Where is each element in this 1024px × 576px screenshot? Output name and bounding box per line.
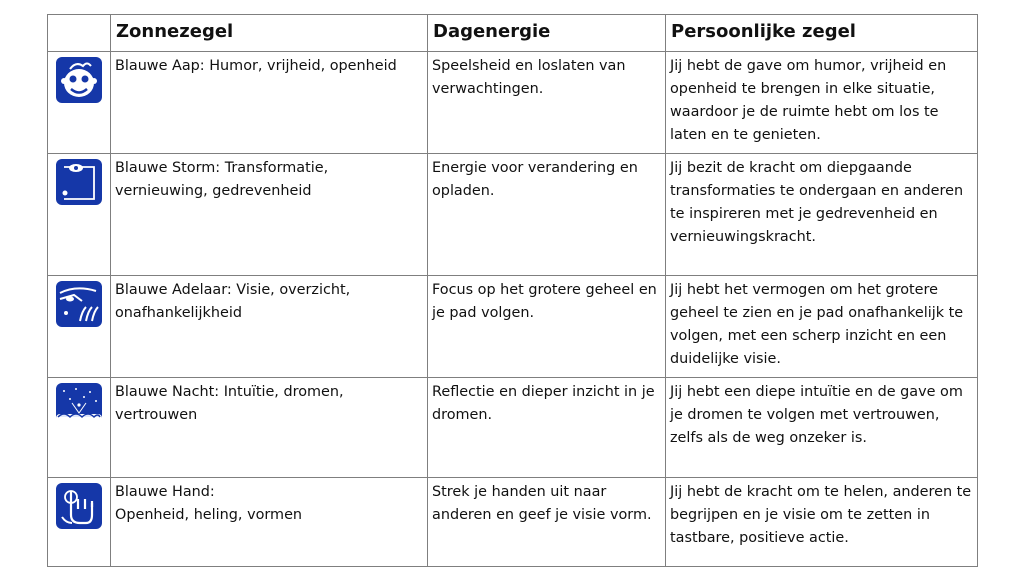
personal-seal-cell: Jij hebt het vermogen om het grotere geheel te zien en je pad onafhankelijk te volgen, met een scherp inzicht en een duidelijke visie. [666, 276, 978, 378]
table-row [48, 154, 978, 276]
table-row [48, 276, 978, 378]
table-row [48, 378, 978, 478]
header-icon-cell [48, 15, 111, 52]
seal-title: Blauwe Hand: [115, 484, 215, 500]
personal-seal-cell: Jij bezit de kracht om diepgaande transformaties te ondergaan en anderen te inspireren met je gedrevenheid en vernieuwingskracht. [666, 154, 978, 276]
table-row [48, 52, 978, 154]
solar-seal-table [47, 14, 978, 567]
header-seal: Zonnezegel [111, 15, 428, 52]
header-row [48, 15, 978, 52]
personal-seal-cell: Jij hebt de gave om humor, vrijheid en openheid te brengen in elke situatie, waardoor je de ruimte hebt om los te laten en te genieten. [666, 52, 978, 154]
blue-storm-icon [56, 159, 102, 205]
table-row [48, 478, 978, 567]
day-energy-cell: Reflectie en dieper inzicht in je dromen. [428, 378, 666, 478]
personal-seal-cell: Jij hebt de kracht om te helen, anderen te begrijpen en je visie om te zetten in tastbare, positieve actie. [666, 478, 978, 567]
blue-hand-icon [56, 483, 102, 529]
day-energy-cell: Focus op het grotere geheel en je pad volgen. [428, 276, 666, 378]
day-energy-cell: Strek je handen uit naar anderen en geef je visie vorm. [428, 478, 666, 567]
day-energy-cell: Energie voor verandering en opladen. [428, 154, 666, 276]
personal-seal-cell: Jij hebt een diepe intuïtie en de gave om je dromen te volgen met vertrouwen, zelfs als de weg onzeker is. [666, 378, 978, 478]
icon-cell [48, 276, 111, 378]
header-personal-seal: Persoonlijke zegel [666, 15, 978, 52]
day-energy-cell: Speelsheid en loslaten van verwachtingen. [428, 52, 666, 154]
header-day-energy: Dagenergie [428, 15, 666, 52]
blue-monkey-icon [56, 57, 102, 103]
seal-keywords: Openheid, heling, vormen [115, 507, 303, 523]
blue-eagle-icon [56, 281, 102, 327]
seal-cell: Blauwe Aap: Humor, vrijheid, openheid [111, 52, 428, 154]
icon-cell [48, 154, 111, 276]
seal-cell: Blauwe Nacht: Intuïtie, dromen, vertrouwen [111, 378, 428, 478]
icon-cell [48, 478, 111, 567]
blue-night-icon [56, 383, 102, 429]
icon-cell [48, 52, 111, 154]
seal-cell [111, 478, 428, 567]
seal-cell: Blauwe Adelaar: Visie, overzicht, onafhankelijkheid [111, 276, 428, 378]
icon-cell [48, 378, 111, 478]
seal-cell: Blauwe Storm: Transformatie, vernieuwing, gedrevenheid [111, 154, 428, 276]
